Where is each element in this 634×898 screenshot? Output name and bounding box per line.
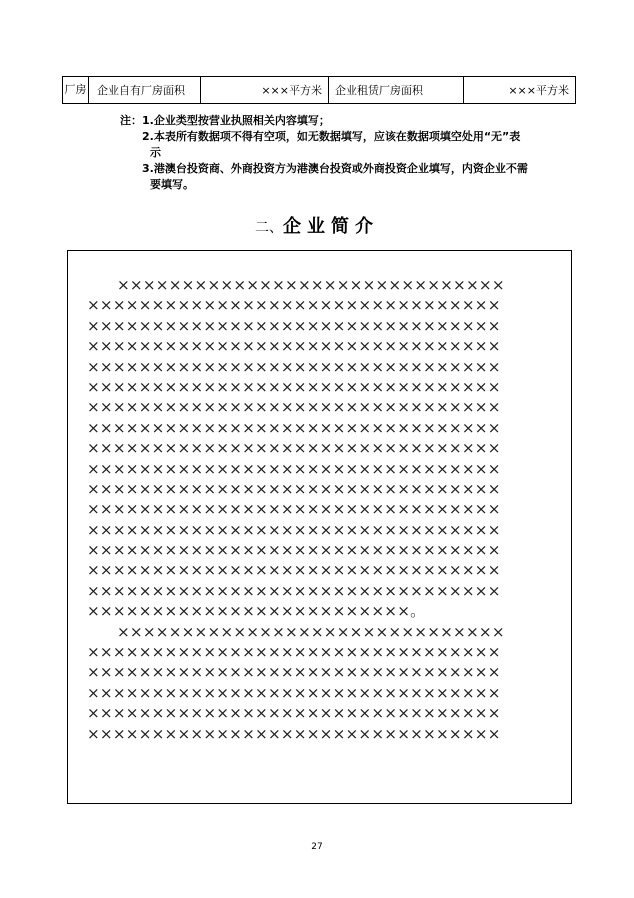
note-item-2-line-2: 示 (150, 146, 161, 159)
company-intro-box (67, 250, 572, 804)
intro-text-line: ×××××××××××××××××××××××××××××××× (87, 439, 501, 458)
own-area-value: ×××平方米 (261, 84, 322, 97)
intro-text-line: ×××××××××××××××××××××××××××××××× (87, 500, 501, 519)
intro-text-line: ×××××××××××××××××××××××××××××××× (87, 316, 501, 335)
intro-text-line: ×××××××××××××××××××××××××××××××× (87, 704, 501, 723)
intro-text-line: ×××××××××××××××××××××××××××××××× (87, 418, 501, 437)
intro-text-line: ×××××××××××××××××××××××××××××××× (87, 296, 501, 315)
notes-block (120, 113, 528, 193)
intro-text-line: ×××××××××××××××××××××××××××××× (117, 276, 505, 294)
intro-text-line: ×××××××××××××××××××××××××××××××× (87, 663, 501, 682)
intro-text-line: ×××××××××××××××××××××××××××××××× (87, 357, 501, 376)
own-area-label-cell (89, 77, 201, 103)
intro-text-line: ×××××××××××××××××××××××××××××××× (87, 683, 501, 702)
intro-text-line: ×××××××××××××××××××××××××××××××× (87, 479, 501, 498)
own-area-value-cell (201, 77, 329, 103)
rent-area-label-cell (329, 77, 464, 103)
section-title-text: 企业简介 (283, 216, 379, 237)
intro-text-line: ×××××××××××××××××××××××××××××××× (87, 541, 501, 560)
intro-text-line: ×××××××××××××××××××××××××××××× (117, 622, 505, 641)
page-number: 27 (311, 842, 323, 852)
intro-text-line: ×××××××××××××××××××××××××。 (87, 602, 426, 621)
section-title (0, 212, 634, 238)
intro-text-line: ×××××××××××××××××××××××××××××××× (87, 398, 501, 417)
note-item-3-line-1: 3.港澳台投资商、外商投资方为港澳台投资或外商投资企业填写，内资企业不需 (142, 162, 528, 175)
intro-text-line: ×××××××××××××××××××××××××××××××× (87, 520, 501, 539)
section-number: 二、 (255, 220, 283, 236)
intro-text-line: ×××××××××××××××××××××××××××××××× (87, 459, 501, 478)
factory-label: 厂房 (64, 83, 87, 96)
rent-area-label: 企业租赁厂房面积 (335, 84, 423, 97)
intro-text-line: ×××××××××××××××××××××××××××××××× (87, 377, 501, 396)
intro-text-line: ×××××××××××××××××××××××××××××××× (87, 724, 501, 743)
note-item-3-line-2: 要填写。 (150, 178, 194, 191)
intro-text-line: ×××××××××××××××××××××××××××××××× (87, 561, 501, 580)
rent-area-value: ×××平方米 (508, 84, 569, 97)
note-item-1: 1.企业类型按营业执照相关内容填写； (142, 114, 330, 127)
factory-area-table-row (62, 76, 576, 104)
intro-text-line: ×××××××××××××××××××××××××××××××× (87, 643, 501, 662)
note-item-2-line-1: 2.本表所有数据项不得有空项，如无数据填写，应该在数据项填空处用“无”表 (142, 130, 521, 143)
rent-area-value-cell (464, 77, 575, 103)
own-area-label: 企业自有厂房面积 (97, 84, 185, 97)
intro-text-line: ×××××××××××××××××××××××××××××××× (87, 581, 501, 600)
factory-label-cell (63, 77, 89, 103)
notes-prefix: 注： (120, 114, 142, 127)
intro-text-line: ×××××××××××××××××××××××××××××××× (87, 337, 501, 356)
